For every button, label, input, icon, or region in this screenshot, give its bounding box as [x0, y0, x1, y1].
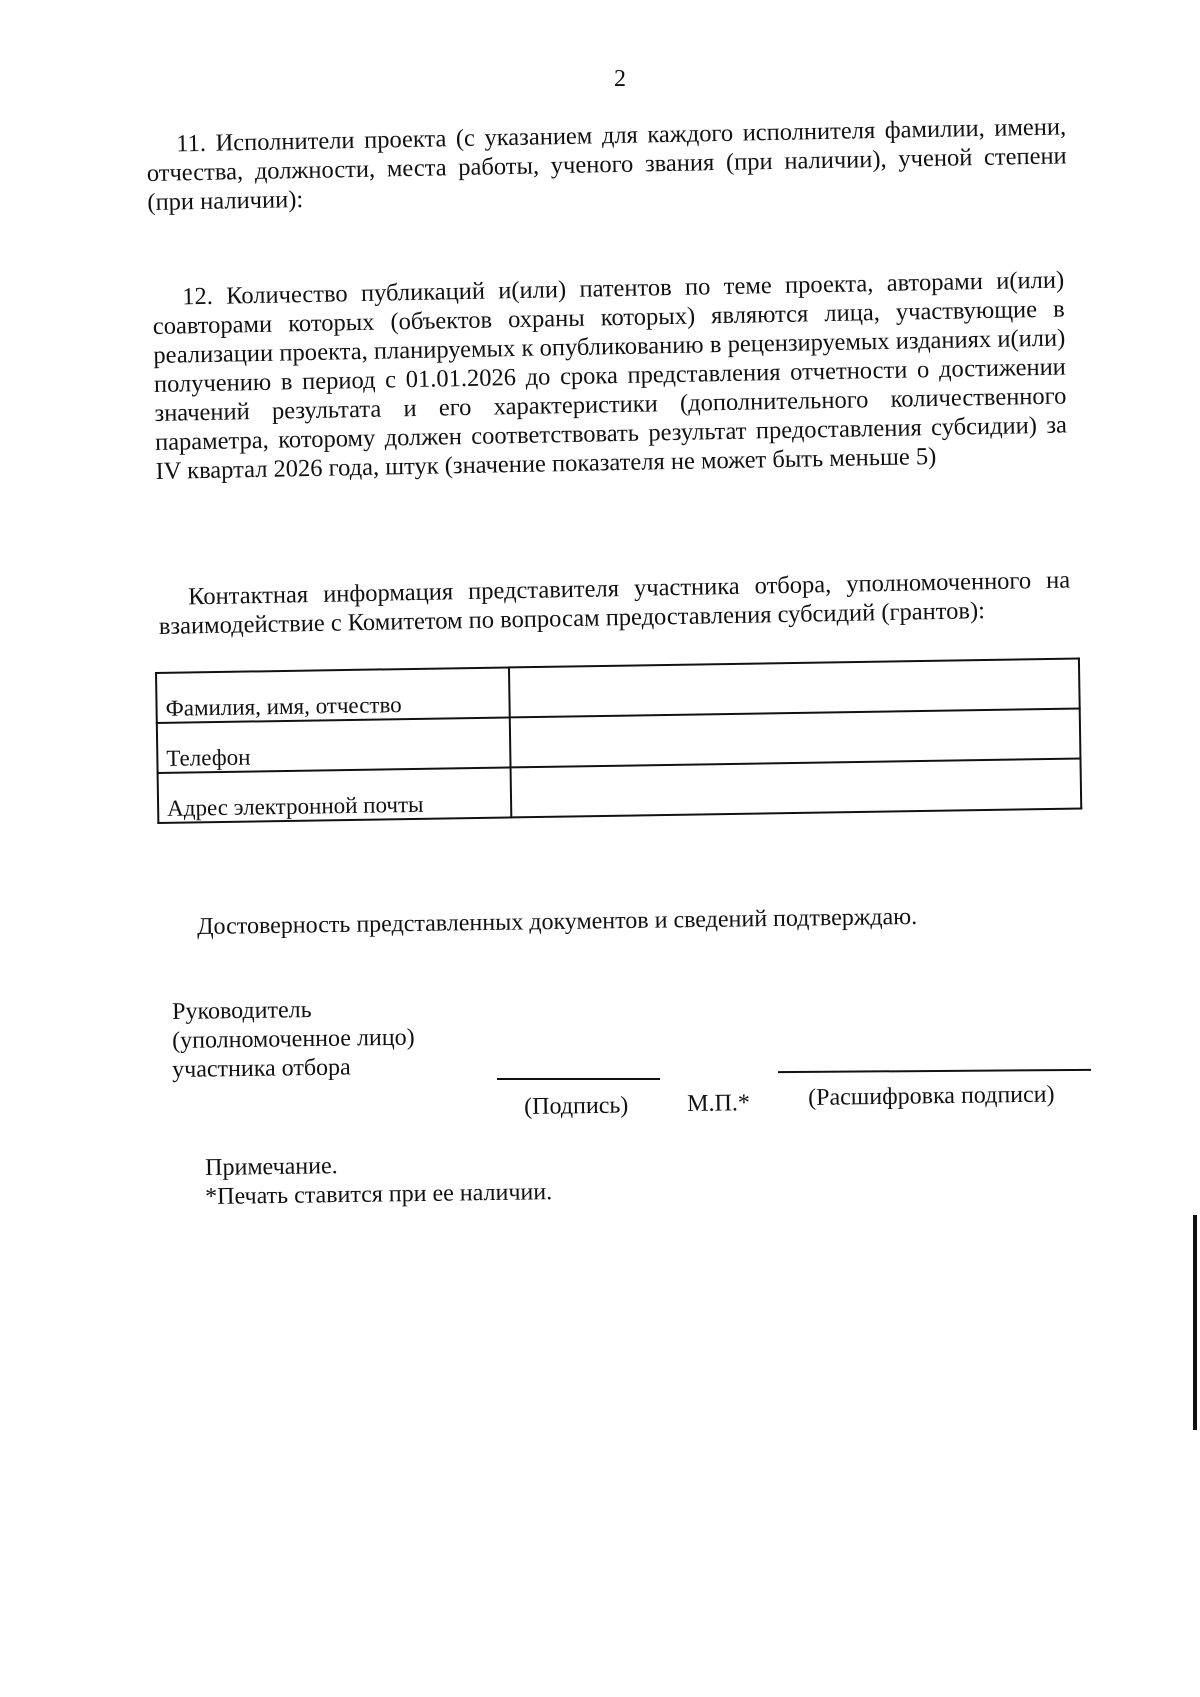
- contact-phone-value[interactable]: [510, 708, 1081, 767]
- signature-caption: (Подпись): [524, 1092, 629, 1120]
- signer-title-line-1: Руководитель: [172, 997, 312, 1025]
- confirmation-statement: Достоверность представленных документов и сведений подтверждаю.: [197, 903, 918, 940]
- item-11-text: 11. Исполнители проекта (с указанием для каждого исполнителя фамилии, имени, отчества, должности, места работы, ученого звания (при наличии), ученой степени (при наличии):: [146, 113, 1067, 216]
- contact-name-value[interactable]: [509, 658, 1080, 717]
- page-number: 2: [614, 66, 626, 92]
- contact-email-label: Адрес электронной почты: [158, 767, 512, 823]
- signer-title-line-2: (уполномоченное лицо): [172, 1024, 415, 1054]
- signature-line[interactable]: [497, 1078, 660, 1080]
- signature-decoding-caption: (Расшифровка подписи): [808, 1081, 1055, 1111]
- scan-margin-mark: [1193, 1215, 1197, 1430]
- signer-title-line-3: участника отбора: [172, 1054, 351, 1083]
- item-12-publications: [152, 265, 1068, 485]
- note-title: Примечание.: [205, 1153, 338, 1181]
- contact-info-intro: [158, 565, 1071, 640]
- item-12-text: 12. Количество публикаций и(или) патентов по теме проекта, авторами и(или) соавторами которых (объектов охраны которых) являются лица, участвующие в реализации проекта, планируемых к опубликованию в рецензируемых изданиях и(или) получению в период с 01.01.2026 до срока представления отчетности о достижении значений результата и его характеристики (дополнительного количественного параметра, которому должен соответствовать результат предоставления субсидии) за IV квартал 2026 года, штук (значение показателя не может быть меньше 5): [152, 266, 1068, 485]
- contact-intro-text: Контактная информация представителя участника отбора, уполномоченного на взаимодействие с Комитетом по вопросам предоставления субсидий (грантов):: [158, 566, 1071, 640]
- stamp-caption: М.П.*: [687, 1090, 751, 1117]
- contact-email-value[interactable]: [511, 758, 1082, 817]
- note-text: *Печать ставится при ее наличии.: [205, 1179, 553, 1210]
- item-11-performers: [146, 112, 1068, 217]
- signature-decoding-line[interactable]: [778, 1069, 1091, 1073]
- contact-phone-label: Телефон: [157, 717, 511, 773]
- contact-table: [155, 657, 1082, 824]
- contact-name-label: Фамилия, имя, отчество: [156, 667, 510, 723]
